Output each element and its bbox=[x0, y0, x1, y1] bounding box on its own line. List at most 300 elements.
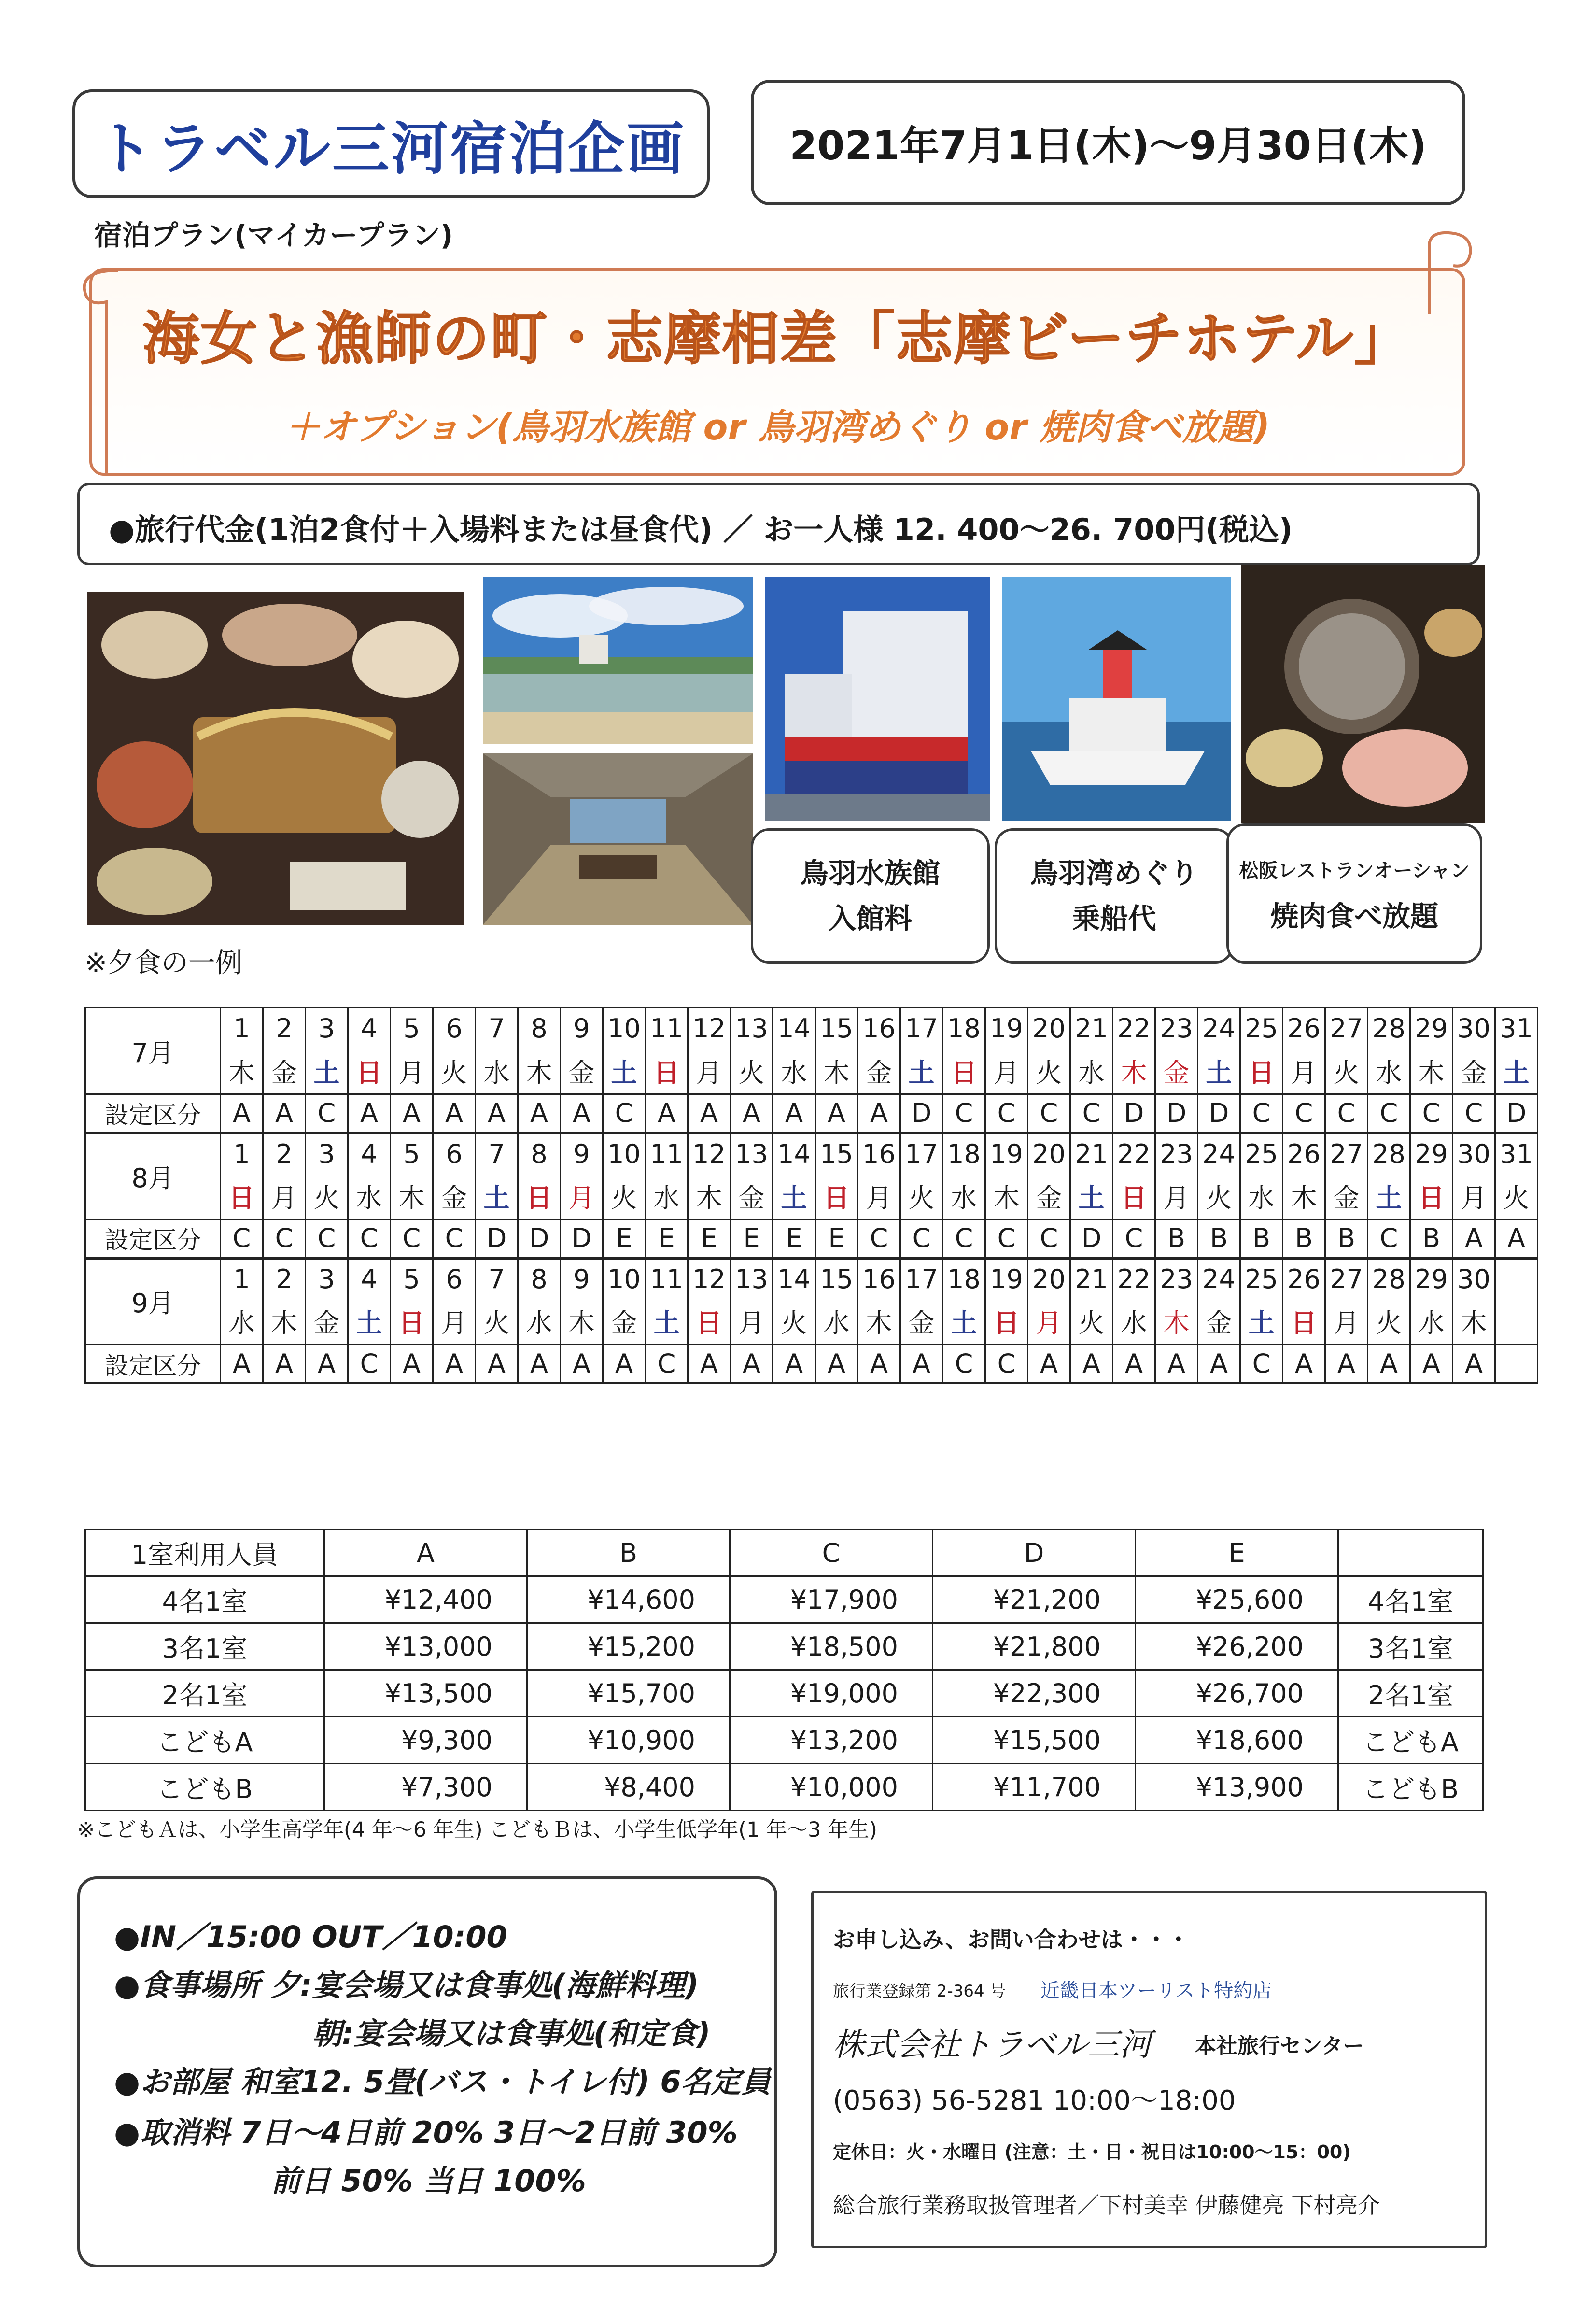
agency-affiliation: 近畿日本ツーリスト特約店 bbox=[1040, 1980, 1272, 2002]
option-aquarium bbox=[751, 828, 990, 964]
occupancy-label-right: 2名1室 bbox=[1338, 1670, 1483, 1717]
calendar-weekday: 金 bbox=[1198, 1299, 1240, 1345]
calendar-setting-label: 設定区分 bbox=[85, 1345, 221, 1383]
calendar-weekday: 火 bbox=[1070, 1299, 1113, 1345]
calendar-day: 26 bbox=[1283, 1008, 1325, 1049]
calendar-weekday: 木 bbox=[815, 1049, 858, 1094]
calendar-day: 25 bbox=[1240, 1133, 1283, 1174]
calendar-day: 10 bbox=[603, 1133, 646, 1174]
price-cell: ¥14,600 bbox=[527, 1576, 730, 1623]
calendar-day: 11 bbox=[646, 1008, 688, 1049]
calendar-setting: B bbox=[1155, 1219, 1198, 1258]
price-table-header-cell: C bbox=[730, 1530, 933, 1576]
calendar-setting: A bbox=[391, 1345, 433, 1383]
price-summary-box bbox=[77, 483, 1480, 565]
calendar-setting-label: 設定区分 bbox=[85, 1094, 221, 1133]
calendar-setting: C bbox=[306, 1094, 348, 1133]
occupancy-label: こどもB bbox=[85, 1764, 324, 1811]
calendar-setting: A bbox=[306, 1345, 348, 1383]
calendar-setting: A bbox=[518, 1345, 561, 1383]
calendar-day: 29 bbox=[1410, 1133, 1453, 1174]
calendar-day: 7 bbox=[476, 1133, 518, 1174]
calendar-day: 6 bbox=[433, 1133, 476, 1174]
calendar-day: 5 bbox=[391, 1258, 433, 1299]
calendar-weekday: 月 bbox=[433, 1299, 476, 1345]
calendar-weekday: 火 bbox=[306, 1174, 348, 1219]
calendar-weekday: 土 bbox=[646, 1299, 688, 1345]
calendar-weekday: 日 bbox=[1283, 1299, 1325, 1345]
calendar-day: 16 bbox=[858, 1133, 900, 1174]
price-table-row bbox=[85, 1670, 1483, 1717]
calendar-day: 12 bbox=[688, 1133, 731, 1174]
calendar-day: 20 bbox=[1028, 1008, 1070, 1049]
calendar-setting: E bbox=[646, 1219, 688, 1258]
calendar-setting: A bbox=[1198, 1345, 1240, 1383]
price-cell: ¥10,900 bbox=[527, 1717, 730, 1764]
contact-heading: お申し込み、お問い合わせは・・・ bbox=[833, 1927, 1190, 1953]
calendar-weekday: 土 bbox=[1495, 1049, 1538, 1094]
calendar-day: 11 bbox=[646, 1133, 688, 1174]
calendar-day: 9 bbox=[561, 1008, 603, 1049]
price-cell: ¥15,200 bbox=[527, 1623, 730, 1670]
registration-number: 旅行業登録第 2-364 号 bbox=[833, 1982, 1006, 2001]
price-cell: ¥21,200 bbox=[933, 1576, 1136, 1623]
calendar-day: 12 bbox=[688, 1258, 731, 1299]
calendar-setting: C bbox=[1283, 1094, 1325, 1133]
calendar-weekday: 火 bbox=[1028, 1049, 1070, 1094]
calendar-weekday: 木 bbox=[1453, 1299, 1495, 1345]
calendar-weekday: 金 bbox=[561, 1049, 603, 1094]
cancel-fee-1: ●取消料 7日〜4日前 20% 3日〜2日前 30% bbox=[114, 2115, 738, 2150]
calendar-weekday: 土 bbox=[1070, 1174, 1113, 1219]
calendar-day: 24 bbox=[1198, 1008, 1240, 1049]
calendar-setting: C bbox=[1325, 1094, 1368, 1133]
calendar-weekday: 月 bbox=[731, 1299, 773, 1345]
beach-photo bbox=[483, 577, 753, 744]
price-cell: ¥10,000 bbox=[730, 1764, 933, 1811]
calendar-day: 9 bbox=[561, 1133, 603, 1174]
calendar-weekday: 水 bbox=[646, 1174, 688, 1219]
calendar-day: 26 bbox=[1283, 1133, 1325, 1174]
calendar-setting: C bbox=[603, 1094, 646, 1133]
title-box bbox=[72, 89, 710, 198]
calendar-day: 21 bbox=[1070, 1133, 1113, 1174]
calendar-day: 2 bbox=[263, 1008, 306, 1049]
calendar-setting: A bbox=[688, 1345, 731, 1383]
calendar-month-label: 8月 bbox=[85, 1133, 221, 1219]
calendar-day-row bbox=[85, 1133, 1538, 1174]
calendar-weekday: 木 bbox=[561, 1299, 603, 1345]
calendar-setting: D bbox=[1495, 1094, 1538, 1133]
stay-info-box bbox=[77, 1876, 777, 2267]
calendar-weekday: 月 bbox=[1283, 1049, 1325, 1094]
calendar-setting: A bbox=[1495, 1219, 1538, 1258]
occupancy-label-right: 3名1室 bbox=[1338, 1623, 1483, 1670]
calendar-day: 27 bbox=[1325, 1008, 1368, 1049]
calendar-day: 29 bbox=[1410, 1258, 1453, 1299]
calendar-weekday: 火 bbox=[1198, 1174, 1240, 1219]
calendar-weekday: 金 bbox=[1453, 1049, 1495, 1094]
calendar-setting: C bbox=[646, 1345, 688, 1383]
calendar-setting: C bbox=[943, 1094, 985, 1133]
calendar-setting: A bbox=[221, 1345, 263, 1383]
aquarium-photo bbox=[765, 577, 990, 821]
price-cell: ¥22,300 bbox=[933, 1670, 1136, 1717]
calendar-setting: D bbox=[900, 1094, 943, 1133]
calendar-weekday: 水 bbox=[518, 1299, 561, 1345]
calendar-setting: A bbox=[731, 1094, 773, 1133]
yakiniku-photo bbox=[1241, 565, 1485, 823]
calendar-weekday: 金 bbox=[1028, 1174, 1070, 1219]
calendar-setting: C bbox=[1368, 1094, 1410, 1133]
calendar-setting: A bbox=[433, 1094, 476, 1133]
calendar-weekday: 月 bbox=[858, 1174, 900, 1219]
price-cell: ¥15,500 bbox=[933, 1717, 1136, 1764]
calendar-weekday: 火 bbox=[1495, 1174, 1538, 1219]
calendar-setting: A bbox=[263, 1094, 306, 1133]
calendar-weekday: 金 bbox=[1155, 1049, 1198, 1094]
calendar-weekday: 木 bbox=[263, 1299, 306, 1345]
calendar-setting: A bbox=[263, 1345, 306, 1383]
calendar-weekday: 金 bbox=[858, 1049, 900, 1094]
calendar-setting: C bbox=[433, 1219, 476, 1258]
price-cell: ¥13,500 bbox=[324, 1670, 527, 1717]
scroll-curl-left-icon bbox=[72, 261, 126, 483]
calendar-day: 13 bbox=[731, 1133, 773, 1174]
calendar-day: 8 bbox=[518, 1258, 561, 1299]
calendar-setting: A bbox=[646, 1094, 688, 1133]
calendar-day: 1 bbox=[221, 1008, 263, 1049]
calendar-setting-row bbox=[85, 1094, 1538, 1133]
option-aquarium-fee: 入館料 bbox=[828, 902, 913, 935]
calendar-weekday: 金 bbox=[263, 1049, 306, 1094]
calendar-day: 16 bbox=[858, 1258, 900, 1299]
occupancy-label-right: こどもB bbox=[1338, 1764, 1483, 1811]
calendar-day: 27 bbox=[1325, 1258, 1368, 1299]
calendar-weekday-row bbox=[85, 1174, 1538, 1219]
calendar-day: 18 bbox=[943, 1258, 985, 1299]
calendar-day: 19 bbox=[985, 1008, 1028, 1049]
calendar-weekday: 月 bbox=[1155, 1174, 1198, 1219]
campaign-period: 2021年7月1日(木)〜9月30日(木) bbox=[789, 123, 1427, 169]
calendar-setting: C bbox=[943, 1219, 985, 1258]
price-cell: ¥18,500 bbox=[730, 1623, 933, 1670]
calendar-weekday: 水 bbox=[1070, 1049, 1113, 1094]
calendar-weekday: 日 bbox=[1240, 1049, 1283, 1094]
calendar-month-label: 7月 bbox=[85, 1008, 221, 1094]
calendar-day: 30 bbox=[1453, 1008, 1495, 1049]
dinner-photo bbox=[87, 592, 464, 925]
calendar-day: 9 bbox=[561, 1258, 603, 1299]
calendar-setting-row bbox=[85, 1219, 1538, 1258]
calendar-day: 19 bbox=[985, 1258, 1028, 1299]
calendar-setting: A bbox=[1283, 1345, 1325, 1383]
calendar-day: 21 bbox=[1070, 1008, 1113, 1049]
calendar-setting: A bbox=[1325, 1345, 1368, 1383]
calendar-weekday: 火 bbox=[1368, 1299, 1410, 1345]
calendar-weekday: 月 bbox=[1028, 1299, 1070, 1345]
branch-name: 本社旅行センター bbox=[1195, 2034, 1364, 2058]
price-cell: ¥13,200 bbox=[730, 1717, 933, 1764]
calendar-setting: D bbox=[476, 1219, 518, 1258]
calendar-setting: C bbox=[985, 1219, 1028, 1258]
calendar-day: 12 bbox=[688, 1008, 731, 1049]
price-cell: ¥25,600 bbox=[1136, 1576, 1338, 1623]
dinner-note: ※夕食の一例 bbox=[84, 948, 242, 979]
option-bay-cruise-fee: 乗船代 bbox=[1072, 902, 1156, 935]
calendar-setting: B bbox=[1198, 1219, 1240, 1258]
calendar-setting: A bbox=[391, 1094, 433, 1133]
calendar-day: 1 bbox=[221, 1133, 263, 1174]
calendar-weekday: 土 bbox=[773, 1174, 815, 1219]
calendar-setting: A bbox=[1113, 1345, 1155, 1383]
calendar-day-row bbox=[85, 1258, 1538, 1299]
contact-box bbox=[811, 1891, 1487, 2248]
calendar-weekday: 土 bbox=[943, 1299, 985, 1345]
calendar-day: 31 bbox=[1495, 1008, 1538, 1049]
calendar-setting: C bbox=[348, 1345, 391, 1383]
calendar-weekday: 木 bbox=[1113, 1049, 1155, 1094]
calendar-setting: C bbox=[943, 1345, 985, 1383]
calendar-day: 11 bbox=[646, 1258, 688, 1299]
calendar-day: 13 bbox=[731, 1258, 773, 1299]
calendar-day: 10 bbox=[603, 1008, 646, 1049]
calendar-day: 4 bbox=[348, 1008, 391, 1049]
company-name: 株式会社トラベル三河 bbox=[833, 2026, 1152, 2063]
calendar-day: 22 bbox=[1113, 1258, 1155, 1299]
occupancy-label-right: こどもA bbox=[1338, 1717, 1483, 1764]
calendar-setting: C bbox=[858, 1219, 900, 1258]
price-cell: ¥7,300 bbox=[324, 1764, 527, 1811]
calendar-day: 17 bbox=[900, 1258, 943, 1299]
calendar-setting: C bbox=[221, 1219, 263, 1258]
page-title: トラベル三河宿泊企画 bbox=[96, 115, 686, 182]
price-cell: ¥26,700 bbox=[1136, 1670, 1338, 1717]
calendar-day: 23 bbox=[1155, 1133, 1198, 1174]
calendar-day: 24 bbox=[1198, 1133, 1240, 1174]
price-table-header-cell: A bbox=[324, 1530, 527, 1576]
price-cell: ¥19,000 bbox=[730, 1670, 933, 1717]
calendar-setting: A bbox=[603, 1345, 646, 1383]
calendar-weekday: 日 bbox=[815, 1174, 858, 1219]
calendar-day: 20 bbox=[1028, 1258, 1070, 1299]
price-cell: ¥13,900 bbox=[1136, 1764, 1338, 1811]
calendar-day: 3 bbox=[306, 1258, 348, 1299]
calendar-weekday: 土 bbox=[1240, 1299, 1283, 1345]
price-table-row bbox=[85, 1764, 1483, 1811]
calendar-weekday: 日 bbox=[391, 1299, 433, 1345]
banner-options: ＋オプション(鳥羽水族館 or 鳥羽湾めぐり or 焼肉食べ放題) bbox=[284, 407, 1270, 448]
price-cell: ¥17,900 bbox=[730, 1576, 933, 1623]
price-cell: ¥18,600 bbox=[1136, 1717, 1338, 1764]
calendar-day bbox=[1495, 1258, 1538, 1299]
calendar-day: 22 bbox=[1113, 1133, 1155, 1174]
calendar-setting: C bbox=[1240, 1345, 1283, 1383]
calendar-setting: A bbox=[221, 1094, 263, 1133]
checkin-time: ●IN／15:00 OUT／10:00 bbox=[114, 1919, 507, 1955]
cruise-ship-photo bbox=[1002, 577, 1231, 821]
phone-hours: (0563) 56-5281 10:00〜18:00 bbox=[833, 2085, 1236, 2116]
calendar-setting: A bbox=[815, 1345, 858, 1383]
occupancy-label: 2名1室 bbox=[85, 1670, 324, 1717]
calendar-weekday: 火 bbox=[603, 1174, 646, 1219]
calendar-day: 27 bbox=[1325, 1133, 1368, 1174]
calendar-weekday: 水 bbox=[1240, 1174, 1283, 1219]
calendar-setting: A bbox=[518, 1094, 561, 1133]
calendar-setting: A bbox=[348, 1094, 391, 1133]
price-cell: ¥9,300 bbox=[324, 1717, 527, 1764]
calendar-day: 2 bbox=[263, 1133, 306, 1174]
calendar-day: 22 bbox=[1113, 1008, 1155, 1049]
calendar-weekday: 金 bbox=[900, 1299, 943, 1345]
calendar-weekday: 木 bbox=[221, 1049, 263, 1094]
calendar-weekday: 土 bbox=[348, 1299, 391, 1345]
calendar-setting: E bbox=[603, 1219, 646, 1258]
calendar-setting: A bbox=[773, 1094, 815, 1133]
calendar-day: 30 bbox=[1453, 1258, 1495, 1299]
calendar-setting: C bbox=[900, 1219, 943, 1258]
price-table-header-cell bbox=[1338, 1530, 1483, 1576]
calendar-day: 8 bbox=[518, 1133, 561, 1174]
price-table bbox=[84, 1529, 1484, 1811]
calendar-setting: C bbox=[263, 1219, 306, 1258]
calendar-setting: B bbox=[1283, 1219, 1325, 1258]
calendar-setting: A bbox=[1453, 1345, 1495, 1383]
calendar-setting: C bbox=[1028, 1094, 1070, 1133]
calendar-weekday: 木 bbox=[1410, 1049, 1453, 1094]
option-aquarium-name: 鳥羽水族館 bbox=[800, 857, 941, 890]
calendar-setting: A bbox=[900, 1345, 943, 1383]
meal-place-breakfast: 朝:宴会場又は食事処(和定食) bbox=[312, 2016, 711, 2051]
closed-days: 定休日：火・水曜日 (注意：土・日・祝日は10:00〜15：00) bbox=[833, 2141, 1351, 2163]
calendar-weekday: 月 bbox=[1325, 1299, 1368, 1345]
calendar-weekday: 日 bbox=[518, 1174, 561, 1219]
calendar-weekday: 日 bbox=[943, 1049, 985, 1094]
child-note: ※こどもＡは、小学生高学年(4 年〜6 年生) こどもＢは、小学生低学年(1 年〜3 年生) bbox=[77, 1818, 877, 1842]
calendar-weekday-row bbox=[85, 1299, 1538, 1345]
calendar-weekday: 日 bbox=[646, 1049, 688, 1094]
calendar-weekday: 月 bbox=[561, 1174, 603, 1219]
calendar-weekday: 土 bbox=[306, 1049, 348, 1094]
hotel-banner bbox=[89, 268, 1465, 476]
calendar-weekday: 日 bbox=[1113, 1174, 1155, 1219]
calendar-day: 14 bbox=[773, 1133, 815, 1174]
calendar-day: 23 bbox=[1155, 1008, 1198, 1049]
calendar-weekday: 金 bbox=[433, 1174, 476, 1219]
price-table-row bbox=[85, 1623, 1483, 1670]
calendar-day: 2 bbox=[263, 1258, 306, 1299]
calendar-setting: B bbox=[1240, 1219, 1283, 1258]
price-cell: ¥8,400 bbox=[527, 1764, 730, 1811]
price-cell: ¥12,400 bbox=[324, 1576, 527, 1623]
calendar-day: 21 bbox=[1070, 1258, 1113, 1299]
meal-place-dinner: ●食事場所 夕:宴会場又は食事処(海鮮料理) bbox=[114, 1968, 699, 2003]
calendar-day: 5 bbox=[391, 1133, 433, 1174]
calendar-weekday: 木 bbox=[391, 1174, 433, 1219]
calendar-setting: C bbox=[348, 1219, 391, 1258]
period-box bbox=[751, 80, 1465, 205]
calendar-day: 14 bbox=[773, 1008, 815, 1049]
calendar-weekday: 日 bbox=[348, 1049, 391, 1094]
option-bay-cruise bbox=[995, 828, 1234, 964]
calendar-weekday: 水 bbox=[1368, 1049, 1410, 1094]
travel-managers: 総合旅行業務取扱管理者／下村美幸 伊藤健亮 下村亮介 bbox=[833, 2192, 1380, 2218]
calendar-day: 30 bbox=[1453, 1133, 1495, 1174]
calendar-setting: A bbox=[433, 1345, 476, 1383]
calendar-day: 18 bbox=[943, 1008, 985, 1049]
calendar-setting: D bbox=[1113, 1094, 1155, 1133]
calendar-table bbox=[84, 1007, 1538, 1384]
calendar-day: 28 bbox=[1368, 1008, 1410, 1049]
calendar-weekday: 水 bbox=[815, 1299, 858, 1345]
calendar-day: 14 bbox=[773, 1258, 815, 1299]
calendar-setting-label: 設定区分 bbox=[85, 1219, 221, 1258]
calendar-setting: A bbox=[1368, 1345, 1410, 1383]
calendar-day: 13 bbox=[731, 1008, 773, 1049]
calendar-setting: C bbox=[306, 1219, 348, 1258]
calendar-setting: C bbox=[1240, 1094, 1283, 1133]
calendar-setting: A bbox=[858, 1345, 900, 1383]
calendar-weekday: 火 bbox=[773, 1299, 815, 1345]
calendar-weekday: 土 bbox=[476, 1174, 518, 1219]
calendar-weekday: 木 bbox=[1155, 1299, 1198, 1345]
price-cell: ¥15,700 bbox=[527, 1670, 730, 1717]
calendar-day: 15 bbox=[815, 1008, 858, 1049]
price-table-row bbox=[85, 1717, 1483, 1764]
calendar-setting bbox=[1495, 1345, 1538, 1383]
calendar-weekday: 金 bbox=[1325, 1174, 1368, 1219]
calendar-weekday: 水 bbox=[476, 1049, 518, 1094]
calendar-weekday: 木 bbox=[688, 1174, 731, 1219]
calendar-weekday: 日 bbox=[221, 1174, 263, 1219]
room-info: ●お部屋 和室12. 5畳(バス・トイレ付) 6名定員 bbox=[114, 2064, 771, 2099]
calendar-day: 3 bbox=[306, 1008, 348, 1049]
calendar-day: 7 bbox=[476, 1258, 518, 1299]
calendar-day: 4 bbox=[348, 1133, 391, 1174]
calendar-setting: D bbox=[518, 1219, 561, 1258]
calendar-setting: C bbox=[1410, 1094, 1453, 1133]
calendar-setting: A bbox=[1453, 1219, 1495, 1258]
price-table-row bbox=[85, 1576, 1483, 1623]
calendar-weekday: 金 bbox=[306, 1299, 348, 1345]
calendar-setting: A bbox=[1155, 1345, 1198, 1383]
calendar-day: 17 bbox=[900, 1133, 943, 1174]
calendar-day: 26 bbox=[1283, 1258, 1325, 1299]
calendar-setting: E bbox=[815, 1219, 858, 1258]
calendar-setting: A bbox=[1410, 1345, 1453, 1383]
calendar-setting: A bbox=[688, 1094, 731, 1133]
calendar-weekday: 火 bbox=[731, 1049, 773, 1094]
calendar-setting: A bbox=[561, 1345, 603, 1383]
calendar-day: 24 bbox=[1198, 1258, 1240, 1299]
cancel-fee-2: 前日 50% 当日 100% bbox=[271, 2163, 586, 2198]
calendar-setting: C bbox=[985, 1345, 1028, 1383]
calendar-setting: C bbox=[985, 1094, 1028, 1133]
occupancy-label-right: 4名1室 bbox=[1338, 1576, 1483, 1623]
calendar-day: 8 bbox=[518, 1008, 561, 1049]
calendar-setting: D bbox=[1070, 1219, 1113, 1258]
calendar-weekday: 火 bbox=[900, 1174, 943, 1219]
calendar-weekday: 金 bbox=[731, 1174, 773, 1219]
calendar-day: 10 bbox=[603, 1258, 646, 1299]
calendar-setting: A bbox=[476, 1345, 518, 1383]
calendar-setting: C bbox=[1113, 1219, 1155, 1258]
calendar-setting: A bbox=[815, 1094, 858, 1133]
calendar-weekday: 月 bbox=[1453, 1174, 1495, 1219]
calendar-weekday-row bbox=[85, 1049, 1538, 1094]
calendar-weekday: 日 bbox=[688, 1299, 731, 1345]
calendar-weekday: 金 bbox=[603, 1299, 646, 1345]
